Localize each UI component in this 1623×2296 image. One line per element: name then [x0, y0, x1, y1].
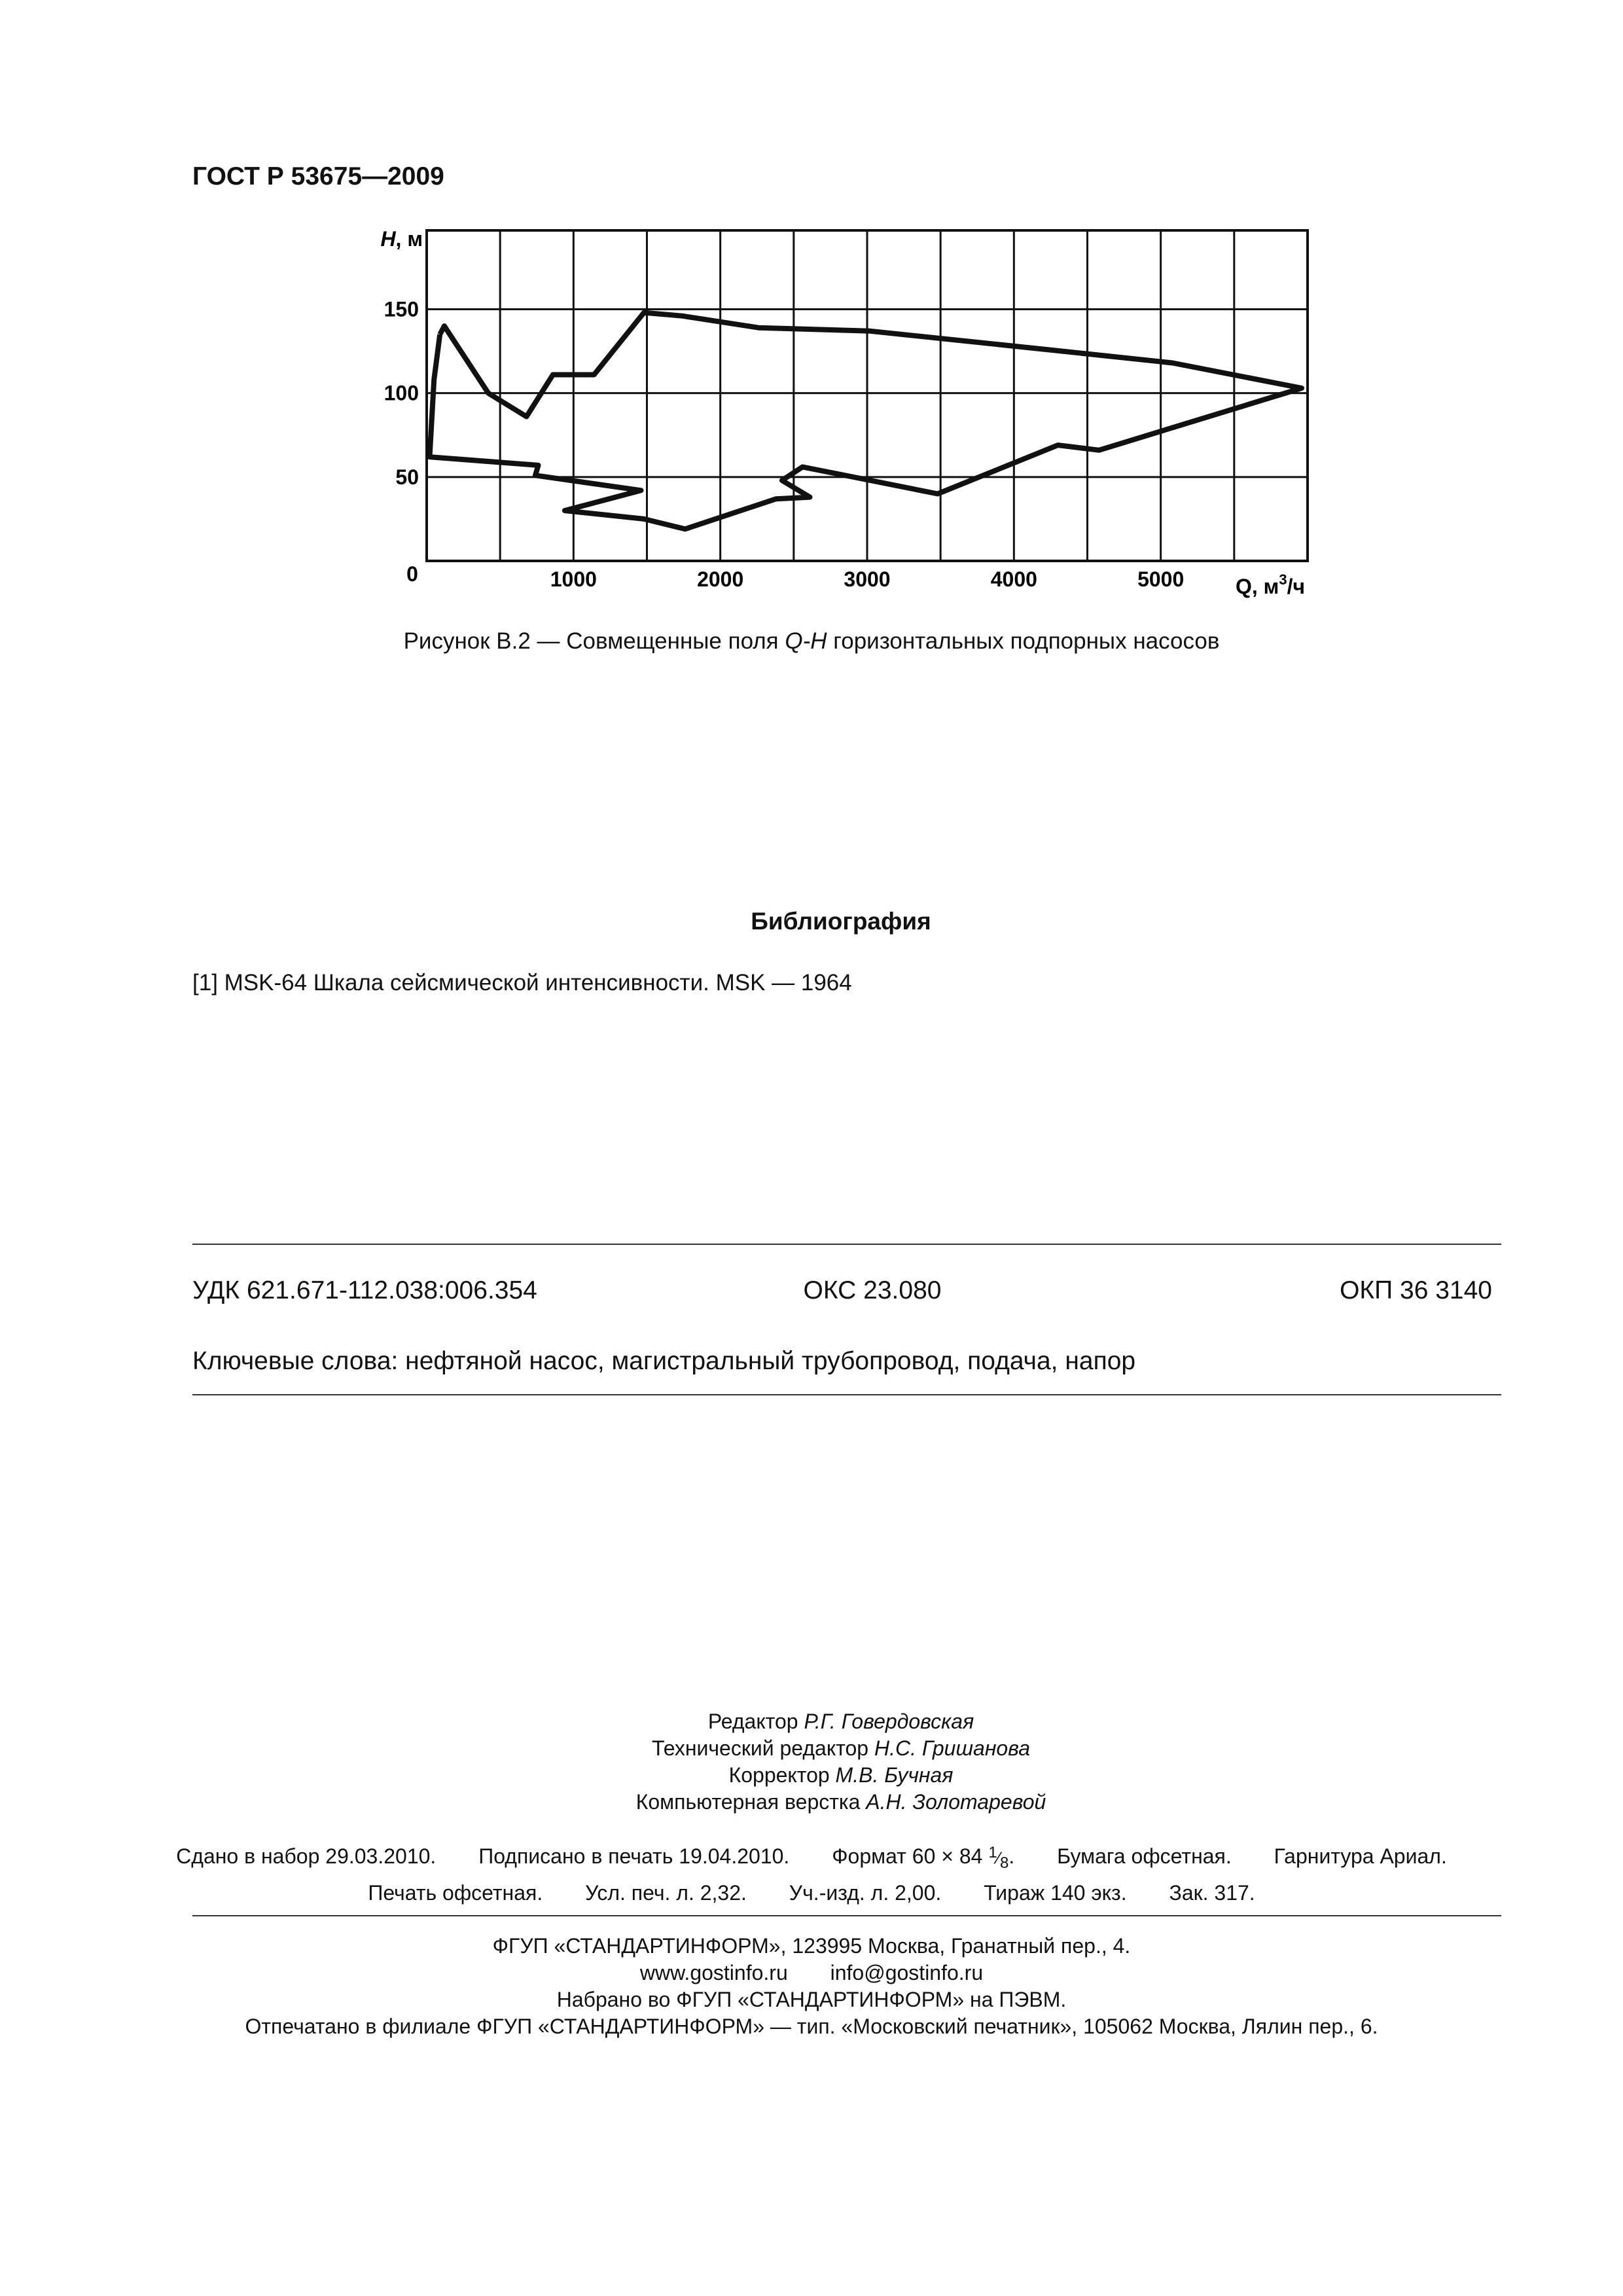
format-info: Формат 60 × 84 $^1⁄_8$. [832, 1843, 1015, 1872]
y-tick-labels [384, 297, 419, 488]
qh-field-outline [430, 313, 1302, 529]
credit-corrector: Корректор М.В. Бучная [728, 1763, 954, 1787]
x-tick-label: 3000 [844, 567, 891, 591]
x-tick-labels [550, 567, 1185, 591]
print-run: Тираж 140 экз. [984, 1881, 1127, 1905]
x-axis-label: Q, $м^3/ч$ [1236, 571, 1306, 598]
typeset-info: Набрано во ФГУП «СТАНДАРТИНФОРМ» на ПЭВМ. [556, 1988, 1067, 2011]
chart-grid [427, 230, 1308, 561]
udk-code: УДК 621.671-112.038:006.354 [192, 1276, 537, 1304]
credit-editor: Редактор Р.Г. Говердовская [707, 1710, 974, 1733]
oks-code: ОКС 23.080 [803, 1276, 942, 1304]
divider-top [192, 1244, 1501, 1245]
signed-date: Подписано в печать 19.04.2010. [478, 1844, 790, 1868]
keywords: Ключевые слова: нефтяной насос, магистральный трубопровод, подача, напор [192, 1347, 1136, 1375]
order-number: Зак. 317. [1169, 1881, 1255, 1905]
x-tick-label: 1000 [550, 567, 597, 591]
font-info: Гарнитура Ариал. [1274, 1844, 1447, 1868]
x-tick-label: 2000 [697, 567, 744, 591]
publisher-address: ФГУП «СТАНДАРТИНФОРМ», 123995 Москва, Гранатный пер., 4. [492, 1934, 1131, 1958]
x-tick-label: 4000 [990, 567, 1037, 591]
bibliography-item: [1] MSK-64 Шкала сейсмической интенсивности. MSK — 1964 [192, 970, 852, 996]
credit-layout: Компьютерная верстка А.Н. Золотаревой [635, 1790, 1046, 1814]
document-code: ГОСТ Р 53675—2009 [192, 162, 444, 190]
y-tick-label: 100 [383, 381, 419, 405]
bibliography-title: Библиография [751, 908, 931, 935]
y-tick-label: 50 [395, 465, 419, 489]
divider-bottom [192, 1394, 1501, 1395]
conditional-sheets: Усл. печ. л. 2,32. [585, 1881, 747, 1905]
printed-info: Отпечатано в филиале ФГУП «СТАНДАРТИНФОРМ» — тип. «Московский печатник», 105062 Москва, Лялин пер., 6. [245, 2015, 1378, 2038]
paper-info: Бумага офсетная. [1057, 1844, 1232, 1868]
x-tick-label: 5000 [1137, 567, 1185, 591]
qh-chart [0, 0, 1623, 628]
y-axis-label: H, м [380, 227, 423, 251]
print-info-line-1 [0, 1844, 1623, 1871]
y-tick-label: 150 [383, 297, 419, 321]
credit-tech-editor: Технический редактор Н.С. Гришанова [651, 1736, 1031, 1760]
submitted-date: Сдано в набор 29.03.2010. [176, 1844, 437, 1868]
divider-imprint [192, 1915, 1501, 1916]
website-link[interactable]: www.gostinfo.ru [639, 1961, 788, 1984]
print-info-line-2 [0, 1881, 1623, 1905]
publisher-contacts [0, 1961, 1623, 1985]
email-link[interactable]: info@gostinfo.ru [830, 1961, 984, 1984]
printing-type: Печать офсетная. [368, 1881, 543, 1905]
publication-sheets: Уч.-изд. л. 2,00. [789, 1881, 942, 1905]
okp-code: ОКП 36 3140 [1340, 1276, 1492, 1304]
origin-label: 0 [406, 562, 418, 586]
figure-caption: Рисунок В.2 — Совмещенные поля Q-H горизонтальных подпорных насосов [403, 628, 1220, 654]
